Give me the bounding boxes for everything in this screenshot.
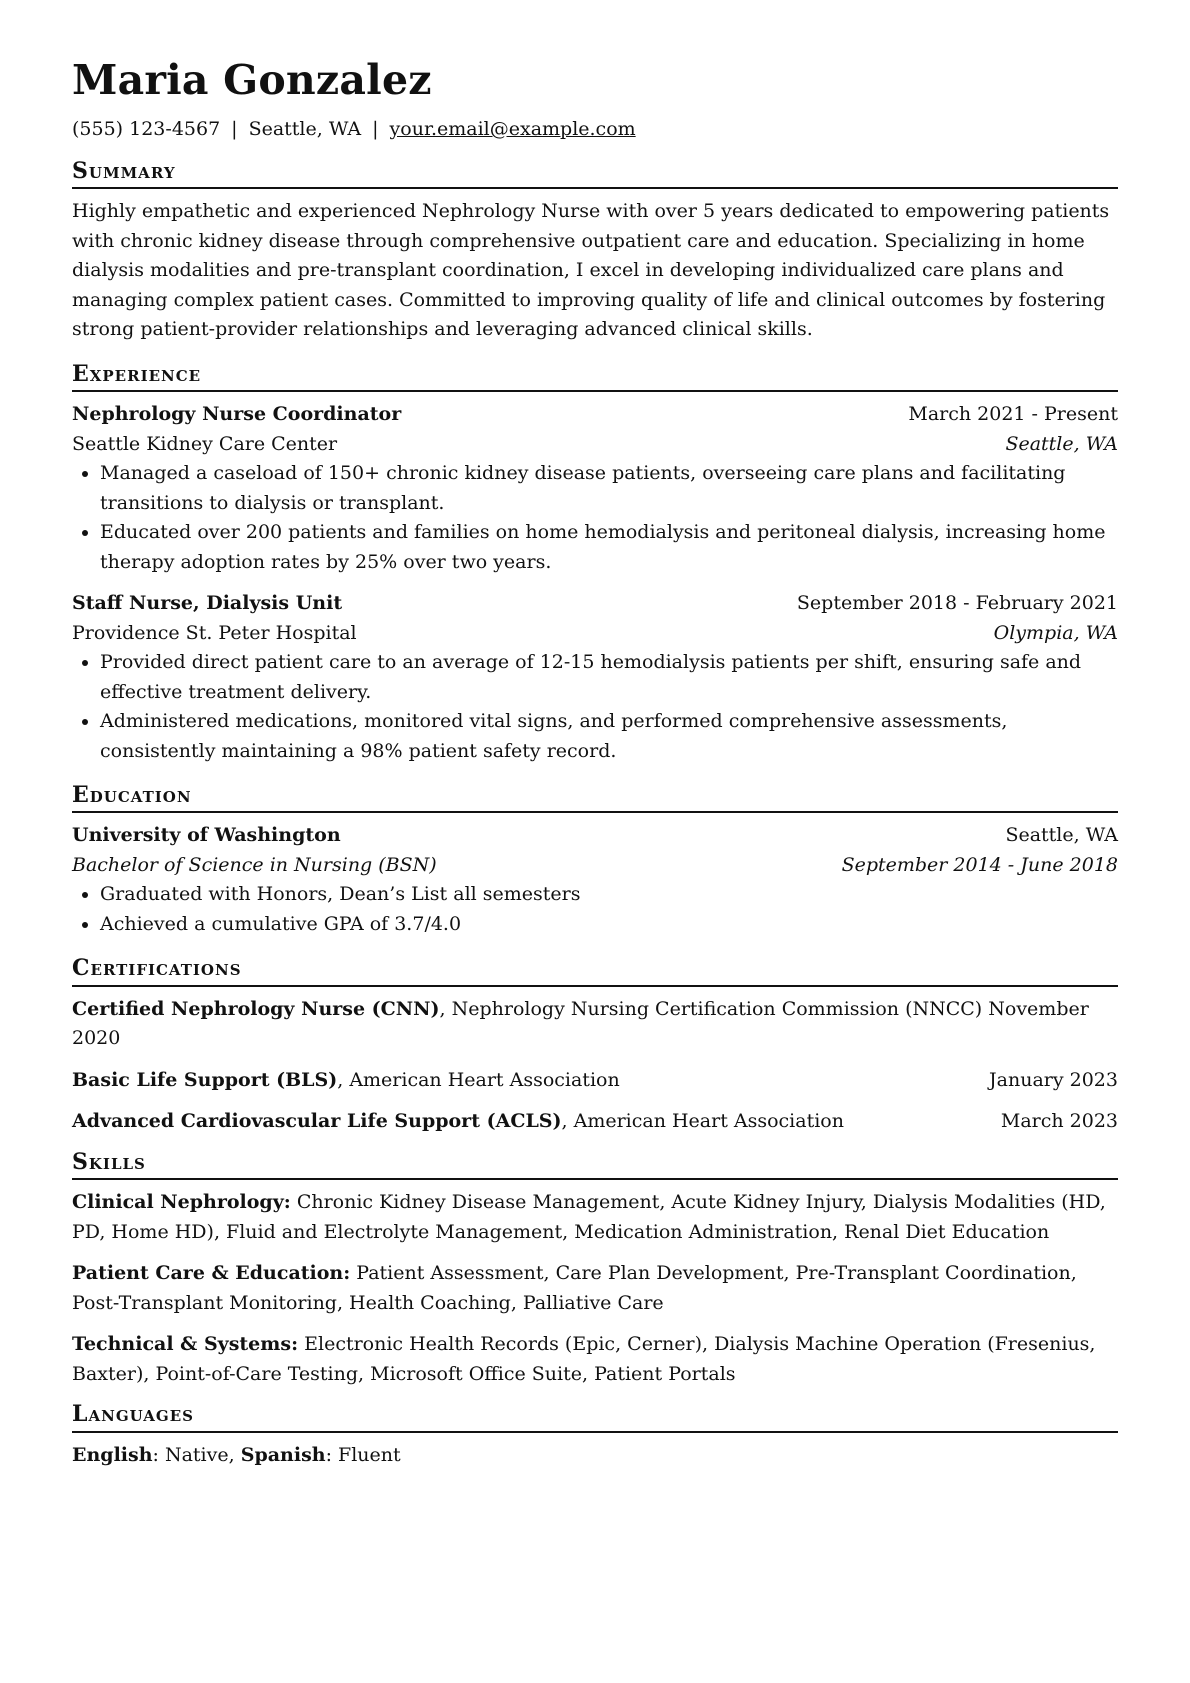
certification-issuer: , American Heart Association <box>337 1068 620 1091</box>
email-link[interactable]: your.email@example.com <box>389 118 636 141</box>
job-location: Seattle, WA <box>1005 432 1118 455</box>
job-entry <box>72 589 1118 766</box>
language-name: English <box>72 1443 153 1466</box>
certification-item <box>72 1107 1118 1137</box>
section-title-summary: Summary <box>72 158 1118 189</box>
job-role: Nephrology Nurse Coordinator <box>72 403 402 426</box>
school-name: University of Washington <box>72 824 341 847</box>
phone-number: (555) 123-4567 <box>72 118 221 141</box>
education-degree-row <box>72 851 1118 881</box>
certification-issuer: , Nephrology Nursing Certification Commission (NNCC) November 2020 <box>72 997 1089 1050</box>
certification-name: Advanced Cardiovascular Life Support (ACLS) <box>72 1110 562 1133</box>
job-dates: March 2021 - Present <box>908 403 1118 426</box>
job-header-row <box>72 400 1118 430</box>
job-bullets <box>72 648 1118 766</box>
summary-section <box>72 158 1118 345</box>
job-bullet: • Educated over 200 patients and families on home hemodialysis and peritoneal dialysis, increasing home therapy adoption rates by 25% over two years. <box>100 518 1118 577</box>
skill-group-label: Patient Care & Education: <box>72 1262 351 1285</box>
job-bullets <box>72 459 1118 577</box>
contact-separator: | <box>372 118 379 141</box>
job-org-row <box>72 430 1118 460</box>
skills-section <box>72 1149 1118 1389</box>
job-entry <box>72 400 1118 577</box>
section-title-experience: Experience <box>72 361 1118 392</box>
certification-issuer: , American Heart Association <box>561 1110 844 1133</box>
certification-name: Certified Nephrology Nurse (CNN) <box>72 997 440 1020</box>
education-bullet: • Achieved a cumulative GPA of 3.7/4.0 <box>100 910 1118 940</box>
certification-date: March 2023 <box>1000 1110 1118 1133</box>
education-bullet: • Graduated with Honors, Dean’s List all semesters <box>100 880 1118 910</box>
contact-line <box>72 117 1118 142</box>
job-header-row <box>72 589 1118 619</box>
education-header-row <box>72 821 1118 851</box>
job-bullet: • Managed a caseload of 150+ chronic kidney disease patients, overseeing care plans and facilitating transitions to dialysis or transplant. <box>100 459 1118 518</box>
candidate-name: Maria Gonzalez <box>72 56 432 104</box>
skill-group <box>72 1259 1118 1318</box>
job-role: Staff Nurse, Dialysis Unit <box>72 592 343 615</box>
languages-line <box>72 1441 1118 1471</box>
skill-group-text: Patient Assessment, Care Plan Development, Pre-Transplant Coordination, Post-Transplant Monitoring, Health Coaching, Palliative Care <box>72 1262 1077 1314</box>
section-title-certifications: Certifications <box>72 955 1118 986</box>
skill-group <box>72 1330 1118 1389</box>
section-title-education: Education <box>72 782 1118 813</box>
education-section <box>72 782 1118 939</box>
job-org-row <box>72 619 1118 649</box>
degree-name: Bachelor of Science in Nursing (BSN) <box>72 853 437 876</box>
summary-text: Highly empathetic and experienced Nephrology Nurse with over 5 years dedicated to empowering patients with chronic kidney disease through comprehensive outpatient care and education. Specializing in home dialysis modalities and pre-transplant coordination, I excel in developing individualized care plans and managing complex patient cases. Committed to improving quality of life and clinical outcomes by fostering strong patient-provider relationships and leveraging advanced clinical skills. <box>72 200 1110 341</box>
skill-group <box>72 1188 1118 1247</box>
language-level: : Fluent <box>325 1443 401 1466</box>
language-level: : Native <box>152 1443 229 1466</box>
job-location: Olympia, WA <box>993 621 1118 644</box>
education-bullets <box>72 880 1118 939</box>
section-title-languages: Languages <box>72 1401 1118 1432</box>
certification-item <box>72 1066 1118 1096</box>
contact-separator: | <box>231 118 238 141</box>
job-organization: Providence St. Peter Hospital <box>72 621 357 644</box>
certification-name: Basic Life Support (BLS) <box>72 1068 338 1091</box>
skill-group-label: Technical & Systems: <box>72 1333 299 1356</box>
certification-date: January 2023 <box>989 1068 1118 1091</box>
location: Seattle, WA <box>248 118 362 141</box>
education-dates: September 2014 - June 2018 <box>841 853 1118 876</box>
skill-group-text: Chronic Kidney Disease Management, Acute Kidney Injury, Dialysis Modalities (HD, PD, Home HD), Fluid and Electrolyte Management, Medication Administration, Renal Diet Education <box>72 1191 1106 1243</box>
section-title-skills: Skills <box>72 1149 1118 1180</box>
job-organization: Seattle Kidney Care Center <box>72 432 338 455</box>
language-name: Spanish <box>240 1443 326 1466</box>
language-joiner: , <box>228 1443 241 1466</box>
job-dates: September 2018 - February 2021 <box>796 592 1118 615</box>
languages-section <box>72 1401 1118 1470</box>
skill-group-label: Clinical Nephrology: <box>72 1191 291 1214</box>
job-bullet: • Administered medications, monitored vital signs, and performed comprehensive assessments, consistently maintaining a 98% patient safety record. <box>100 707 1118 766</box>
experience-section <box>72 361 1118 766</box>
skill-group-text: Electronic Health Records (Epic, Cerner), Dialysis Machine Operation (Fresenius, Baxter), Point-of-Care Testing, Microsoft Office Suite, Patient Portals <box>72 1333 1096 1385</box>
school-location: Seattle, WA <box>1005 824 1118 847</box>
certifications-section <box>72 955 1118 1136</box>
job-bullet: • Provided direct patient care to an average of 12-15 hemodialysis patients per shift, ensuring safe and effective treatment delivery. <box>100 648 1118 707</box>
certification-item <box>72 995 1118 1054</box>
